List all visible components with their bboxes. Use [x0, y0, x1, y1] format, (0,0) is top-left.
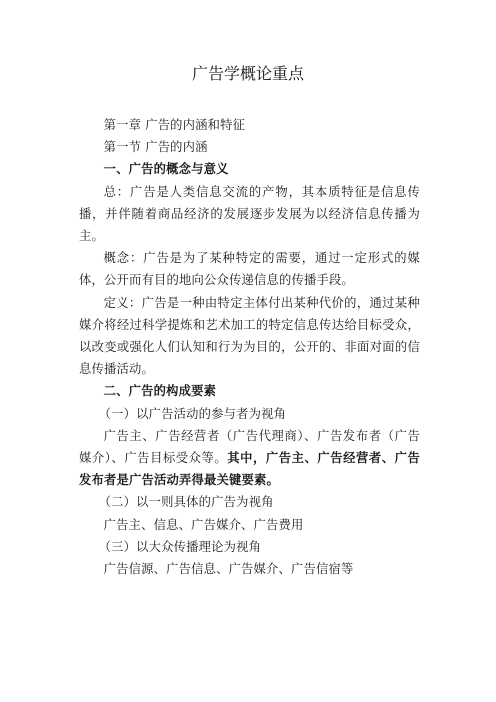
section-heading: 第一节 广告的内涵	[103, 140, 208, 155]
heading-elements: 二、广告的构成要素	[103, 384, 217, 399]
participants-list: 广告主、广告经营者（广告代理商）、广告发布者（广告媒介）、广告目标受众等。	[79, 428, 420, 466]
subheading-mass-communication: （三）以大众传播理论为视角	[98, 539, 262, 554]
paragraph-definition: 定义：广告是一种由特定主体付出某种代价的，通过某种媒介将经过科学提炼和艺术加工的特定信息传达给目标受众，以改变或强化人们认知和行为为目的，公开的、非面对面的信息传播活动。	[79, 295, 420, 377]
document-body	[79, 114, 420, 580]
paragraph-single-ad: 广告主、信息、广告媒介、广告费用	[103, 517, 304, 532]
page-title: 广告学概论重点	[191, 64, 304, 83]
subheading-single-ad: （二）以一则具体的广告为视角	[98, 495, 274, 510]
paragraph-participants	[79, 425, 420, 492]
paragraph-summary: 总：广告是人类信息交流的产物，其本质特征是信息传播，并伴随着商品经济的发展逐步发展为以经济信息传播为主。	[79, 184, 420, 244]
heading-concept: 一、广告的概念与意义	[103, 162, 229, 177]
subheading-participants: （一）以广告活动的参与者为视角	[98, 406, 287, 421]
paragraph-concept: 概念：广告是为了某种特定的需要，通过一定形式的媒体，公开而有目的地向公众传递信息的传播手段。	[79, 251, 420, 288]
paragraph-mass-communication: 广告信源、广告信息、广告媒介、广告信宿等	[103, 562, 354, 577]
chapter-heading: 第一章 广告的内涵和特征	[103, 118, 246, 132]
participants-key-note: 其中，广告主、广告经营者、广告发布者是广告活动弄得最关键要素。	[79, 451, 420, 488]
